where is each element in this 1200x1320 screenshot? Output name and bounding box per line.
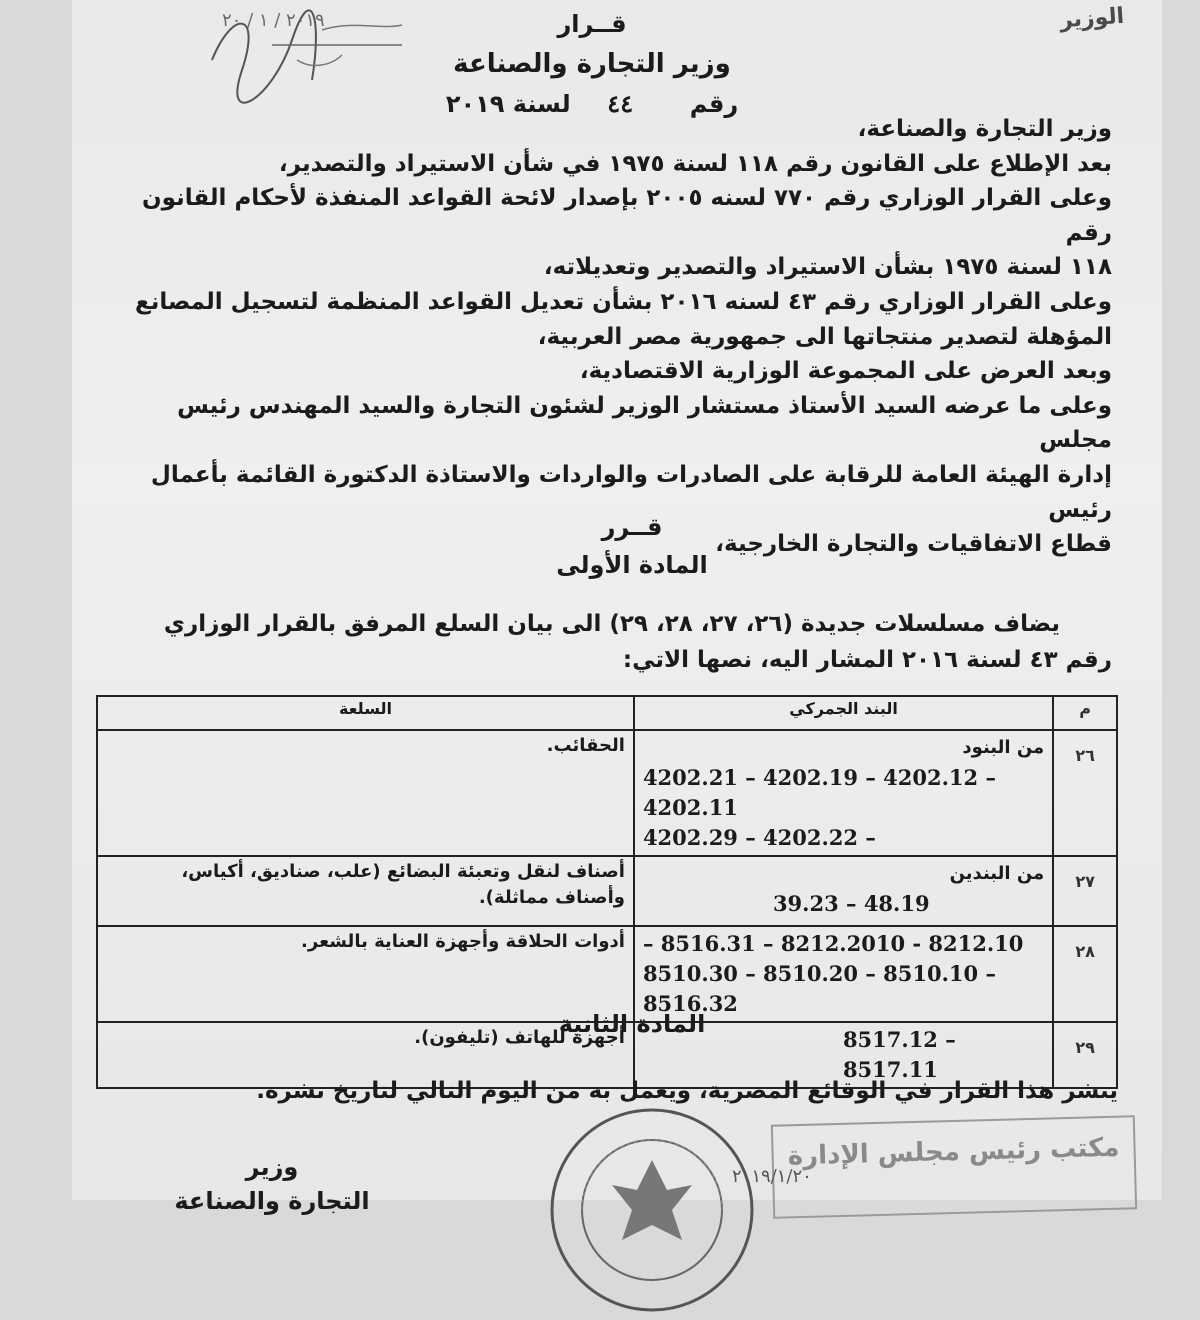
article-one-title: المادة الأولى <box>556 551 708 579</box>
preamble-line: إدارة الهيئة العامة للرقابة على الصادرات والواردات والاستاذة الدكتورة القائمة بأعمال رئيس <box>150 461 1112 523</box>
preamble-line: وعلى القرار الوزاري رقم ٤٣ لسنه ٢٠١٦ بشأن تعديل القواعد المنظمة لتسجيل المصانع <box>135 288 1112 315</box>
goods-text: الحقائب. <box>546 735 625 756</box>
code-label: من البندين <box>949 863 1045 884</box>
goods-cell <box>97 856 634 926</box>
code-line: 4202.29 – 4202.22 – <box>642 825 876 850</box>
article-two-text: ينشر هذا القرار في الوقائع المصرية، ويعمل به من اليوم التالي لتاريخ نشره. <box>256 1078 1118 1104</box>
decided-section <box>452 508 812 584</box>
code-line: 8517.12 – 8517.11 <box>842 1027 956 1082</box>
preamble <box>122 112 1112 562</box>
goods-cell <box>97 926 634 1022</box>
code-line: 4202.21 – 4202.19 – 4202.12 – 4202.11 <box>642 765 996 820</box>
row-number: ٢٦ <box>1053 730 1117 856</box>
article-one-line: يضاف مسلسلات جديدة (٢٦، ٢٧، ٢٨، ٢٩) الى بيان السلع المرفق بالقرار الوزاري <box>163 611 1060 637</box>
decree-number-prefix: رقم <box>689 90 739 118</box>
preamble-line: ١١٨ لسنة ١٩٧٥ بشأن الاستيراد والتصدير وتعديلاته، <box>543 254 1112 281</box>
preamble-line: وعلى القرار الوزاري رقم ٧٧٠ لسنه ٢٠٠٥ بإصدار لائحة القواعد المنفذة لأحكام القانون رقم <box>142 185 1112 246</box>
handwritten-date: ٢٠١٩ / ١ / ٢٠ <box>222 10 325 31</box>
code-line: 39.23 – 48.19 <box>772 891 930 916</box>
preamble-line: بعد الإطلاع على القانون رقم ١١٨ لسنة ١٩٧٥ في شأن الاستيراد والتصدير، <box>278 150 1112 177</box>
row-number: ٢٩ <box>1053 1022 1117 1088</box>
decree-label: قــرار <box>557 10 627 38</box>
row-number: ٢٨ <box>1053 926 1117 1022</box>
code-label: من البنود <box>962 737 1045 758</box>
table-header-row <box>97 696 1117 730</box>
goods-text: أجهزة للهاتف (تليفون). <box>414 1027 625 1048</box>
preamble-line: قطاع الاتفاقيات والتجارة الخارجية، <box>715 531 1112 558</box>
minister-title: وزير <box>245 1153 299 1181</box>
decree-year: لسنة ٢٠١٩ <box>445 90 571 118</box>
minister-signature-block <box>162 1150 382 1218</box>
preamble-line: وعلى ما عرضه السيد الأستاذ مستشار الوزير لشئون التجارة والسيد المهندس رئيس مجلس <box>177 392 1112 454</box>
minister-ministry: التجارة والصناعة <box>174 1187 370 1215</box>
column-header-code: البند الجمركي <box>634 696 1053 730</box>
goods-text: أصناف لنقل وتعبئة البضائع (علب، صناديق، أكياس، وأصناف مماثلة). <box>181 861 625 908</box>
article-one-text <box>122 606 1112 678</box>
column-header-num: م <box>1053 696 1117 730</box>
preamble-line: المؤهلة لتصدير منتجاتها الى جمهورية مصر العربية، <box>537 323 1112 350</box>
stamp-date: ٢٠١٩/١/٢٠ <box>732 1166 812 1187</box>
office-stamp: مكتب رئيس مجلس الإدارة <box>771 1115 1137 1218</box>
decree-header <box>372 4 812 124</box>
table-row <box>97 730 1117 856</box>
goods-text: أدوات الحلاقة وأجهزة العناية بالشعر. <box>301 931 625 952</box>
decree-page <box>72 0 1162 1215</box>
code-line: 8510.30 – 8510.20 – 8510.10 – 8516.32 <box>642 961 996 1016</box>
article-one-line: رقم ٤٣ لسنة ٢٠١٦ المشار اليه، نصها الاتي: <box>622 647 1112 673</box>
code-line: – 8516.31 – 8212.2010 - 8212.10 <box>642 931 1024 956</box>
preamble-line: وزير التجارة والصناعة، <box>857 116 1112 142</box>
customs-code-cell <box>634 926 1053 1022</box>
preamble-line: وبعد العرض على المجموعة الوزارية الاقتصادية، <box>579 358 1112 385</box>
issuer-title: وزير التجارة والصناعة <box>453 49 731 79</box>
customs-code-cell <box>634 730 1053 856</box>
goods-cell <box>97 730 634 856</box>
table-row <box>97 856 1117 926</box>
table-row <box>97 926 1117 1022</box>
customs-code-cell <box>634 856 1053 926</box>
decree-number: ٤٤ <box>607 89 634 118</box>
column-header-item: السلعة <box>97 696 634 730</box>
row-number: ٢٧ <box>1053 856 1117 926</box>
decided-word: قــرر <box>601 513 663 541</box>
corner-label: الوزير <box>1058 3 1125 34</box>
ministry-seal <box>542 1100 762 1320</box>
article-two-title: المادة الثانية <box>558 1010 706 1038</box>
